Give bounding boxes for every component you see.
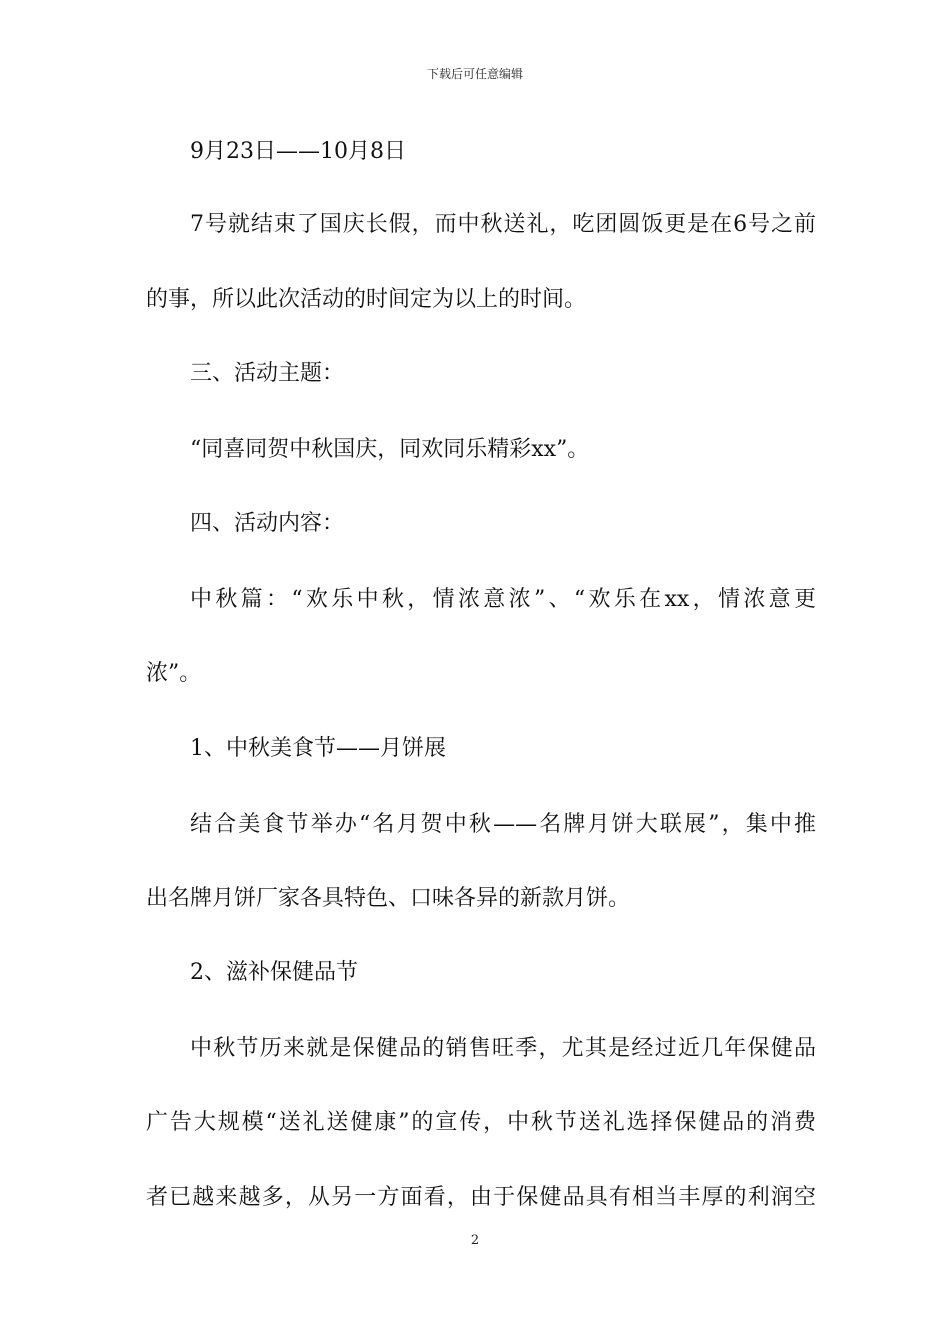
section-heading: 三、活动主题： (190, 361, 345, 386)
paragraph-line: 者已越来越多，从另一方面看，由于保健品具有相当丰厚的利润空 (146, 1185, 816, 1210)
paragraph-line: 中秋节历来就是保健品的销售旺季，尤其是经过近几年保健品 (190, 1036, 816, 1061)
section-heading: 四、活动内容： (190, 511, 345, 536)
theme-line: “同喜同贺中秋国庆，同欢同乐精彩xx”。 (190, 437, 590, 462)
paragraph-line: 出名牌月饼厂家各具特色、口味各异的新款月饼。 (146, 886, 631, 911)
page-header: 下载后可任意编辑 (426, 67, 523, 81)
date-range-line: 9月23日——10月8日 (190, 139, 406, 164)
paragraph-line: 结合美食节举办“名月贺中秋——名牌月饼大联展”，集中推 (190, 812, 816, 837)
paragraph-line: 广告大规模“送礼送健康”的宣传，中秋节送礼选择保健品的消费 (146, 1110, 816, 1135)
subsection-heading: 2、滋补保健品节 (190, 960, 358, 985)
paragraph-line: 的事，所以此次活动的时间定为以上的时间。 (146, 287, 587, 312)
subsection-heading: 1、中秋美食节——月饼展 (190, 736, 446, 761)
page-number: 2 (470, 1233, 480, 1248)
paragraph-line: 浓”。 (146, 661, 202, 686)
paragraph-line: 7号就结束了国庆长假，而中秋送礼，吃团圆饭更是在6号之前 (190, 212, 816, 237)
paragraph-line: 中秋篇：“欢乐中秋，情浓意浓”、“欢乐在xx，情浓意更 (190, 587, 816, 612)
